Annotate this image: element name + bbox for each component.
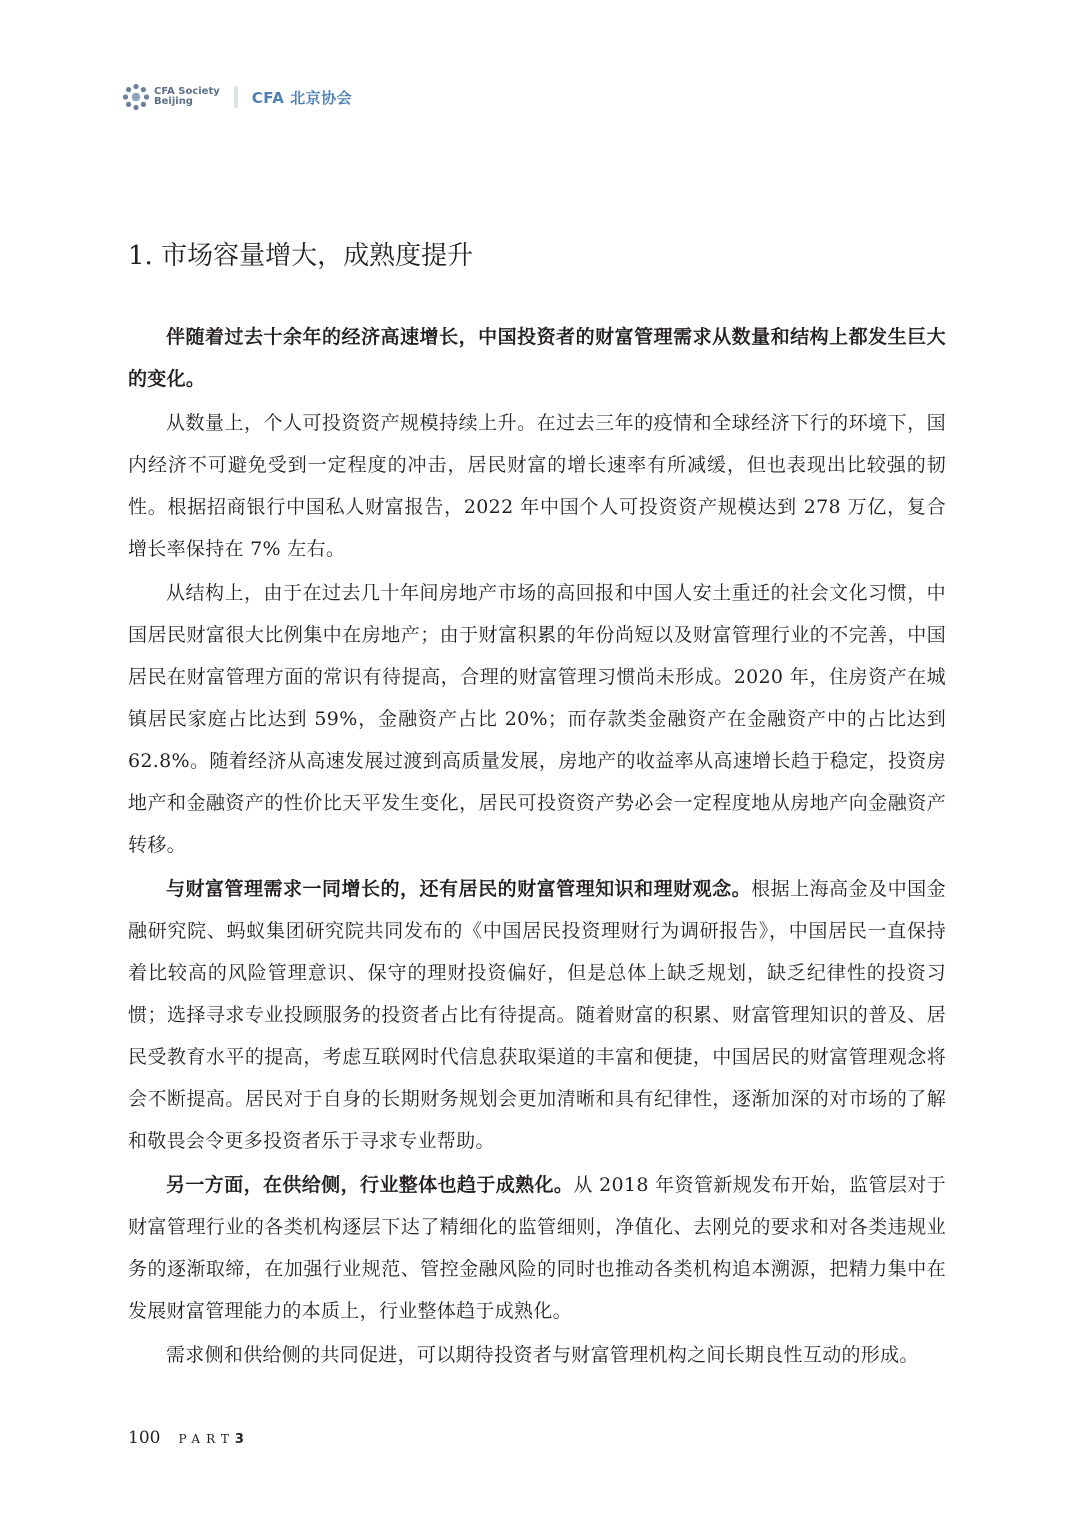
paragraph-4: [128, 868, 946, 1162]
paragraph-5: [128, 1164, 946, 1332]
paragraph-6-text: 需求侧和供给侧的共同促进，可以期待投资者与财富管理机构之间长期良性互动的形成。: [166, 1344, 919, 1366]
cfa-society-logo-icon: [122, 83, 150, 111]
paragraph-2-text: 从数量上，个人可投资资产规模持续上升。在过去三年的疫情和全球经济下行的环境下，国内经济不可避免受到一定程度的冲击，居民财富的增长速率有所减缓，但也表现出比较强的韧性。根据招商银行中国私人财富报告，2022 年中国个人可投资资产规模达到 278 万亿，复合增长率保持在 7% 左右。: [128, 412, 946, 560]
part-label: PART: [178, 1432, 235, 1446]
part-number: 3: [234, 1432, 244, 1447]
logo-line-1: CFA Society: [154, 86, 220, 97]
paragraph-5-text: 从 2018 年资管新规发布开始，监管层对于财富管理行业的各类机构逐层下达了精细化的监管细则，净值化、去刚兑的要求和对各类违规业务的逐渐取缔，在加强行业规范、管控金融风险的同时也推动各类机构追本溯源，把精力集中在发展财富管理能力的本质上，行业整体趋于成熟化。: [128, 1174, 946, 1322]
paragraph-3: [128, 572, 946, 866]
organization-name: CFA 北京协会: [251, 88, 353, 107]
paragraph-1: [128, 316, 946, 400]
paragraph-2: [128, 402, 946, 570]
page-number: 100: [128, 1428, 161, 1448]
page-header: [122, 82, 352, 112]
logo-line-2: Beijing: [154, 96, 193, 107]
header-divider: [234, 86, 238, 108]
section-title: 1. 市场容量增大，成熟度提升: [128, 241, 474, 271]
paragraph-3-text: 从结构上，由于在过去几十年间房地产市场的高回报和中国人安土重迁的社会文化习惯，中国居民财富很大比例集中在房地产；由于财富积累的年份尚短以及财富管理行业的不完善，中国居民在财富管理方面的常识有待提高，合理的财富管理习惯尚未形成。2020 年，住房资产在城镇居民家庭占比达到 59%，金融资产占比 20%；而存款类金融资产在金融资产中的占比达到 62.8%。随着经济从高速发展过渡到高质量发展，房地产的收益率从高速增长趋于稳定，投资房地产和金融资产的性价比天平发生变化，居民可投资资产势必会一定程度地从房地产向金融资产转移。: [128, 582, 946, 856]
paragraph-4-emphasis: 与财富管理需求一同增长的，还有居民的财富管理知识和理财观念。: [166, 878, 752, 900]
logo-wordmark: [154, 87, 220, 107]
paragraph-4-text: 根据上海高金及中国金融研究院、蚂蚁集团研究院共同发布的《中国居民投资理财行为调研报告》，中国居民一直保持着比较高的风险管理意识、保守的理财投资偏好，但是总体上缺乏规划，缺乏纪律性的投资习惯；选择寻求专业投顾服务的投资者占比有待提高。随着财富的积累、财富管理知识的普及、居民受教育水平的提高，考虑互联网时代信息获取渠道的丰富和便捷，中国居民的财富管理观念将会不断提高。居民对于自身的长期财务规划会更加清晰和具有纪律性，逐渐加深的对市场的了解和敬畏会令更多投资者乐于寻求专业帮助。: [128, 878, 946, 1152]
paragraph-5-emphasis: 另一方面，在供给侧，行业整体也趋于成熟化。: [166, 1174, 574, 1196]
paragraph-1-text: 伴随着过去十余年的经济高速增长，中国投资者的财富管理需求从数量和结构上都发生巨大的变化。: [128, 326, 946, 390]
body-text: [128, 316, 946, 1378]
page-footer: [128, 1428, 244, 1448]
paragraph-6: [128, 1334, 946, 1376]
